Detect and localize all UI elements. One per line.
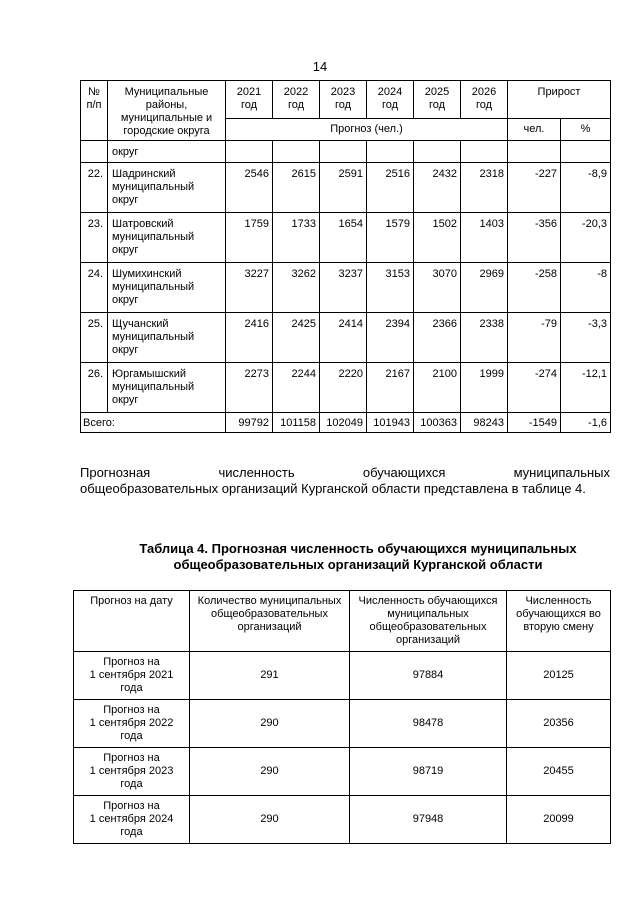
district-forecast-table <box>80 80 611 433</box>
header-year-2022: 2022 год <box>273 81 320 119</box>
students-forecast-table <box>73 590 611 844</box>
table4-caption-line-2: общеобразовательных организаций Курганской области <box>173 557 543 572</box>
header-org-count: Количество муниципальных общеобразовательных организаций <box>190 591 350 652</box>
continuation-row <box>81 141 611 163</box>
header-district-name: Муниципальные районы, муниципальные и городские округа <box>108 81 226 141</box>
header-year-2024: 2024 год <box>367 81 414 119</box>
table-row: 23. Шатровский муниципальный округ 1759 1733 1654 1579 1502 1403 -356 -20,3 <box>81 213 611 263</box>
table-row: Прогноз на 1 сентября 2023 года 290 98719 20455 <box>74 748 611 796</box>
table-row: 26. Юргамышский муниципальный округ 2273 2244 2220 2167 2100 1999 -274 -12,1 <box>81 363 611 413</box>
header-unit-percent: % <box>561 119 611 141</box>
header-second-shift: Численность обучающихся во вторую смену <box>507 591 611 652</box>
header-growth: Прирост <box>508 81 611 119</box>
header-number: № п/п <box>81 81 108 141</box>
total-label: Всего: <box>81 413 226 433</box>
table-row: Прогноз на 1 сентября 2022 года 290 98478 20356 <box>74 700 611 748</box>
total-row: Всего: 99792 101158 102049 101943 100363 98243 -1549 -1,6 <box>81 413 611 433</box>
table-row: Прогноз на 1 сентября 2024 года 290 97948 20099 <box>74 796 611 844</box>
paragraph-line-2: общеобразовательных организаций Курганской области представлена в таблице 4. <box>80 481 586 496</box>
header-student-count: Численность обучающихся муниципальных общеобразовательных организаций <box>350 591 507 652</box>
page-number: 14 <box>312 59 328 74</box>
table-row: 25. Щучанский муниципальный округ 2416 2425 2414 2394 2366 2338 -79 -3,3 <box>81 313 611 363</box>
header-year-2026: 2026 год <box>461 81 508 119</box>
table-row: Прогноз на 1 сентября 2021 года 291 97884 20125 <box>74 652 611 700</box>
table-row: 22. Шадринский муниципальный округ 2546 2615 2591 2516 2432 2318 -227 -8,9 <box>81 163 611 213</box>
table4-caption-line-1: Таблица 4. Прогнозная численность обучающихся муниципальных <box>139 541 577 556</box>
header-unit-people: чел. <box>508 119 561 141</box>
table-row: 24. Шумихинский муниципальный округ 3227 3262 3237 3153 3070 2969 -258 -8 <box>81 263 611 313</box>
header-year-2021: 2021 год <box>226 81 273 119</box>
header-year-2025: 2025 год <box>414 81 461 119</box>
header-year-2023: 2023 год <box>320 81 367 119</box>
paragraph-line-1: Прогнозная численность обучающихся муниципальных <box>80 465 610 480</box>
header-forecast-date: Прогноз на дату <box>74 591 190 652</box>
continuation-text: округ <box>108 141 226 163</box>
header-forecast: Прогноз (чел.) <box>226 119 508 141</box>
